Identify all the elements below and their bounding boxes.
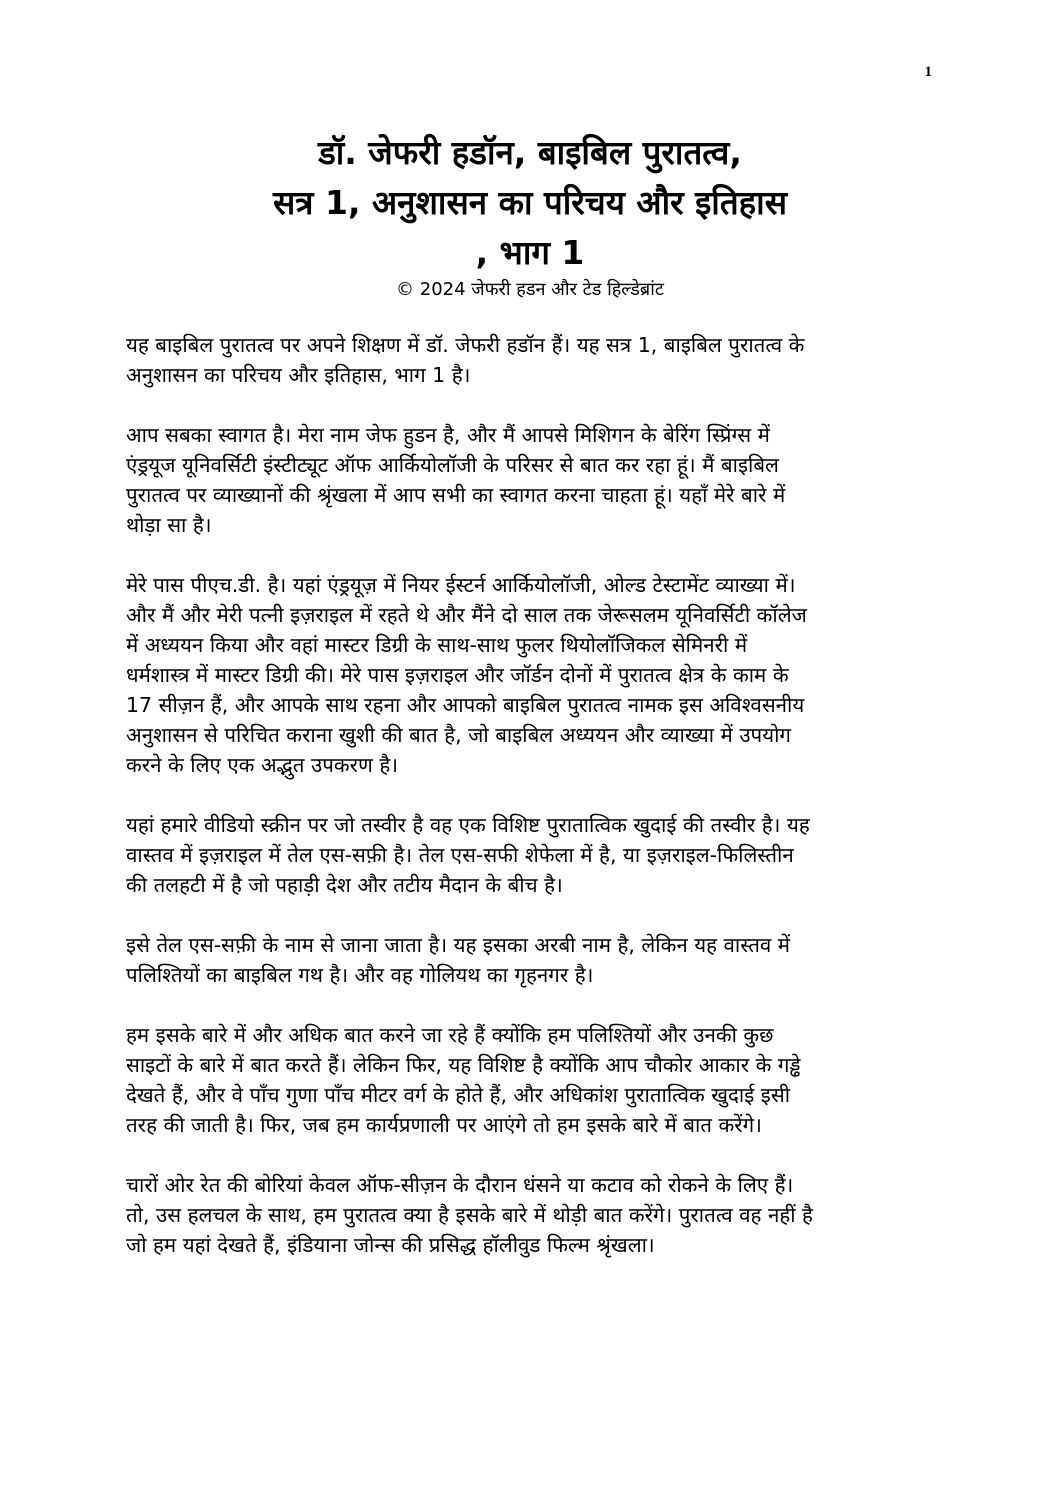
paragraph-5 bbox=[126, 930, 926, 990]
page-title-line-3: , भाग 1 bbox=[475, 233, 585, 272]
paragraph-1 bbox=[126, 330, 926, 390]
paragraph-line: 17 सीज़न हैं, और आपके साथ रहना और आपको बाइबिल पुरातत्व नामक इस अविश्वसनीय bbox=[126, 693, 805, 717]
paragraph-line: हम इसके बारे में और अधिक बात करने जा रहे हैं क्योंकि हम पलिश्तियों और उनकी कुछ bbox=[126, 1023, 774, 1047]
paragraph-line: पलिश्तियों का बाइबिल गथ है। और वह गोलियथ का गृहनगर है। bbox=[126, 963, 594, 987]
paragraph-6 bbox=[126, 1020, 926, 1140]
paragraph-line: मेरे पास पीएच.डी. है। यहां एंड्रयूज़ में नियर ईस्टर्न आर्कियोलॉजी, ओल्ड टेस्टामेंट व्याख्या में। bbox=[126, 573, 796, 597]
paragraph-line: इसे तेल एस-सफ़ी के नाम से जाना जाता है। यह इसका अरबी नाम है, लेकिन यह वास्तव में bbox=[126, 933, 791, 957]
paragraph-line: और मैं और मेरी पत्नी इज़राइल में रहते थे और मैंने दो साल तक जेरूसलम यूनिवर्सिटी कॉलेज bbox=[126, 603, 807, 627]
paragraph-line: तो, उस हलचल के साथ, हम पुरातत्व क्या है इसके बारे में थोड़ी बात करेंगे। पुरातत्व वह नहीं है bbox=[126, 1203, 813, 1227]
paragraph-4 bbox=[126, 810, 926, 900]
paragraph-line: में अध्ययन किया और वहां मास्टर डिग्री के साथ-साथ फुलर थियोलॉजिकल सेमिनरी में bbox=[126, 633, 748, 657]
paragraph-line: अनुशासन से परिचित कराना खुशी की बात है, जो बाइबिल अध्ययन और व्याख्या में उपयोग bbox=[126, 723, 791, 747]
paragraph-line: करने के लिए एक अद्भुत उपकरण है। bbox=[126, 753, 398, 777]
paragraph-line: आप सबका स्वागत है। मेरा नाम जेफ हुडन है, और मैं आपसे मिशिगन के बेरिंग स्प्रिंग्स में bbox=[126, 423, 770, 447]
paragraph-line: थोड़ा सा है। bbox=[126, 513, 212, 537]
paragraph-line: तरह की जाती है। फिर, जब हम कार्यप्रणाली पर आएंगे तो हम इसके बारे में बात करेंगे। bbox=[126, 1113, 762, 1137]
paragraph-line: धर्मशास्त्र में मास्टर डिग्री की। मेरे पास इज़राइल और जॉर्डन दोनों में पुरातत्व क्षेत्र के काम के bbox=[126, 663, 789, 687]
paragraph-7 bbox=[126, 1170, 926, 1260]
paragraph-line: जो हम यहां देखते हैं, इंडियाना जोन्स की प्रसिद्ध हॉलीवुड फिल्म श्रृंखला। bbox=[126, 1233, 655, 1257]
paragraph-2 bbox=[126, 420, 926, 540]
paragraph-3 bbox=[126, 570, 926, 780]
page-number: 1 bbox=[924, 64, 932, 80]
page-title-line-2: सत्र 1, अनुशासन का परिचय और इतिहास bbox=[272, 183, 788, 222]
body-text bbox=[126, 330, 926, 1290]
paragraph-line: चारों ओर रेत की बोरियां केवल ऑफ-सीज़न के दौरान धंसने या कटाव को रोकने के लिए हैं। bbox=[126, 1173, 794, 1197]
paragraph-line: अनुशासन का परिचय और इतिहास, भाग 1 है। bbox=[126, 363, 471, 387]
paragraph-line: वास्तव में इज़राइल में तेल एस-सफ़ी है। तेल एस-सफी शेफेला में है, या इज़राइल-फिलिस्तीन bbox=[126, 843, 794, 867]
copyright-notice: © 2024 जेफरी हडन और टेड हिल्डेब्रांट bbox=[396, 279, 664, 300]
page-title-line-1: डॉ. जेफरी हडॉन, बाइबिल पुरातत्व, bbox=[318, 133, 742, 172]
paragraph-line: साइटों के बारे में बात करते हैं। लेकिन फिर, यह विशिष्ट है क्योंकि आप चौकोर आकार के गड्ढे bbox=[126, 1053, 801, 1077]
paragraph-line: यहां हमारे वीडियो स्क्रीन पर जो तस्वीर है वह एक विशिष्ट पुरातात्विक खुदाई की तस्वीर है। यह bbox=[126, 813, 810, 837]
paragraph-line: की तलहटी में है जो पहाड़ी देश और तटीय मैदान के बीच है। bbox=[126, 873, 563, 897]
title-block bbox=[90, 128, 970, 304]
paragraph-line: एंड्रयूज यूनिवर्सिटी इंस्टीट्यूट ऑफ आर्कियोलॉजी के परिसर से बात कर रहा हूं। मैं बाइबिल bbox=[126, 453, 779, 477]
paragraph-line: यह बाइबिल पुरातत्व पर अपने शिक्षण में डॉ. जेफरी हडॉन हैं। यह सत्र 1, बाइबिल पुरातत्व के bbox=[126, 333, 805, 357]
paragraph-line: देखते हैं, और वे पाँच गुणा पाँच मीटर वर्ग के होते हैं, और अधिकांश पुरातात्विक खुदाई इसी bbox=[126, 1083, 791, 1107]
paragraph-line: पुरातत्व पर व्याख्यानों की श्रृंखला में आप सभी का स्वागत करना चाहता हूं। यहाँ मेरे बारे में bbox=[126, 483, 786, 507]
